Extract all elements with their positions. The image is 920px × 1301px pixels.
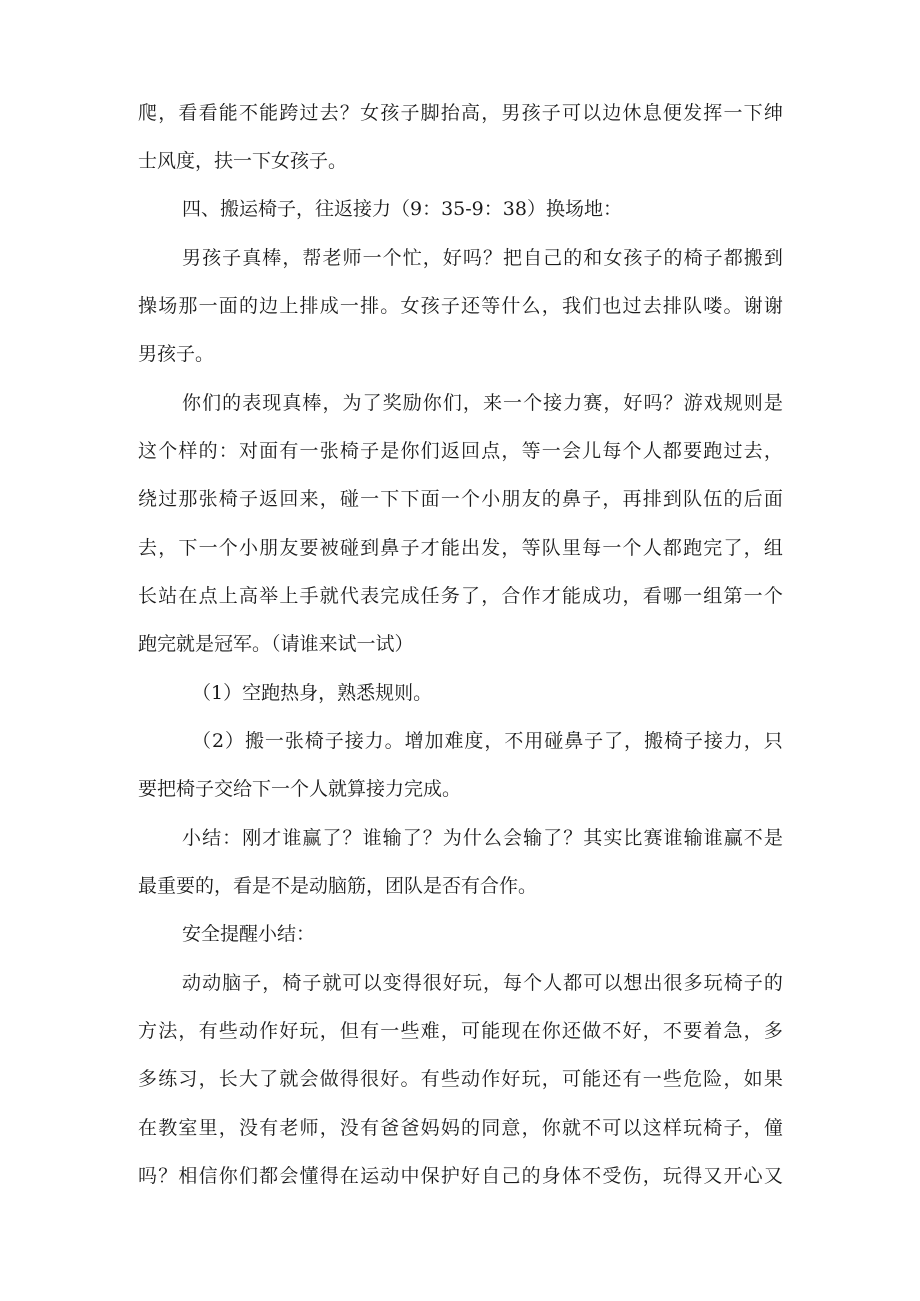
text-line: 动 动 脑 子 ， 椅 子 就 可 以 变 得 很 好 玩 ， 每 个 人 都 可 以 想 出 很 多 玩 椅 子 的 xyxy=(182,972,783,994)
text-line: 爬 ， 看 看 能 不 能 跨 过 去 ？ 女 孩 子 脚 抬 高 ， 男 孩 子 可 以 边 休 息 便 发 挥 一 下 绅 xyxy=(138,102,783,124)
text-line: 男 孩 子 真 棒 ， 帮 老 师 一 个 忙 ， 好 吗 ？ 把 自 己 的 和 女 孩 子 的 椅 子 都 搬 到 xyxy=(182,247,783,269)
text-line: 你 们 的 表 现 真 棒 ， 为 了 奖 励 你 们 ， 来 一 个 接 力 赛 ， 好 吗 ？ 游 戏 规 则 是 xyxy=(182,392,783,414)
text-line: 吗 ？ 相 信 你 们 都 会 懂 得 在 运 动 中 保 护 好 自 己 的 身 体 不 受 伤 ， 玩 得 又 开 心 又 xyxy=(138,1165,783,1187)
list-item: （ 2 ） 搬 一 张 椅 子 接 力 。 增 加 难 度 ， 不 用 碰 鼻 子 了 ， 搬 椅 子 接 力 ， 只 xyxy=(192,730,783,752)
text-line: 跑完就是冠军。（请谁来试一试） xyxy=(138,633,414,655)
text-line: 要把椅子交给下一个人就算接力完成。 xyxy=(138,778,462,800)
list-item: （1）空跑热身，熟悉规则。 xyxy=(192,682,433,704)
text-line: 这 个 样 的 ： 对 面 有 一 张 椅 子 是 你 们 返 回 点 ， 等 一 会 儿 每 个 人 都 要 跑 过 去 ， xyxy=(138,440,783,462)
text-line: 多 练 习 ， 长 大 了 就 会 做 得 很 好 。 有 些 动 作 好 玩 ， 可 能 还 有 一 些 危 险 ， 如 果 xyxy=(138,1068,783,1090)
text-line: 小 结 ： 刚 才 谁 赢 了 ？ 谁 输 了 ？ 为 什 么 会 输 了 ？ 其 实 比 赛 谁 输 谁 赢 不 是 xyxy=(182,827,783,849)
text-line: 最重要的，看是不是动脑筋，团队是否有合作。 xyxy=(138,875,538,897)
text-line: 方 法 ， 有 些 动 作 好 玩 ， 但 有 一 些 难 ， 可 能 现 在 你 还 做 不 好 ， 不 要 着 急 ， 多 xyxy=(138,1020,783,1042)
section-heading: 安全提醒小结： xyxy=(182,923,316,945)
text-line: 去 ， 下 一 个 小 朋 友 要 被 碰 到 鼻 子 才 能 出 发 ， 等 队 里 每 一 个 人 都 跑 完 了 ， 组 xyxy=(138,537,783,559)
text-line: 士风度，扶一下女孩子。 xyxy=(138,150,348,172)
text-line: 男孩子。 xyxy=(138,343,215,365)
text-line: 操 场 那 一 面 的 边 上 排 成 一 排 。 女 孩 子 还 等 什 么 ， 我 们 也 过 去 排 队 喽 。 谢 谢 xyxy=(138,295,783,317)
text-line: 绕 过 那 张 椅 子 返 回 来 ， 碰 一 下 下 面 一 个 小 朋 友 的 鼻 子 ， 再 排 到 队 伍 的 后 面 xyxy=(138,488,783,510)
section-heading: 四、搬运椅子，往返接力（9：35-9：38）换场地： xyxy=(182,198,622,220)
text-line: 长 站 在 点 上 高 举 上 手 就 代 表 完 成 任 务 了 ， 合 作 才 能 成 功 ， 看 哪 一 组 第 一 个 xyxy=(138,585,783,607)
text-line: 在 教 室 里 ， 没 有 老 师 ， 没 有 爸 爸 妈 妈 的 同 意 ， 你 就 不 可 以 这 样 玩 椅 子 ， 僮 xyxy=(138,1117,783,1139)
